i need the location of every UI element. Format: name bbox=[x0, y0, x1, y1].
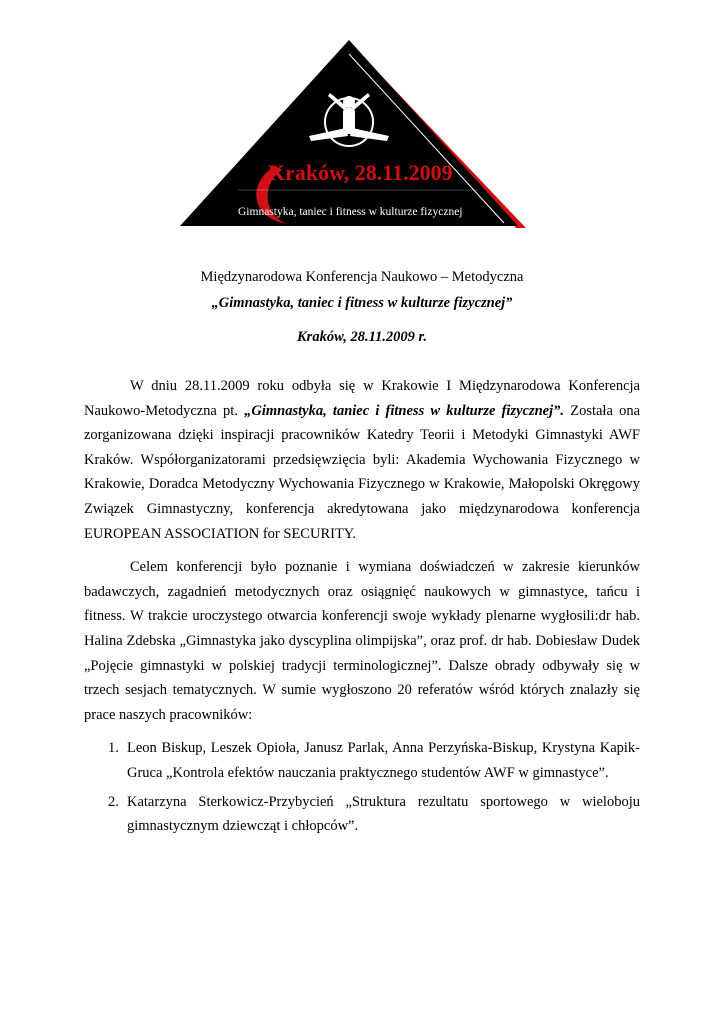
logo-city-date: Kraków, 28.11.2009 bbox=[268, 160, 453, 185]
list-item-number: 1. bbox=[108, 740, 119, 757]
conference-title-heading: „Gimnastyka, taniec i fitness w kulturze fizycznej” bbox=[211, 295, 513, 311]
conference-place-date: Kraków, 28.11.2009 r. bbox=[297, 329, 427, 345]
paragraph-1-start: W dniu 28.11.2009 roku odbyła się w Krakowie I Międzynarodowa Konferencja Naukowo-Metodyczna pt. bbox=[84, 378, 640, 419]
conference-logo bbox=[178, 40, 528, 230]
document-body bbox=[84, 374, 640, 843]
paragraph-1-title: „Gimnastyka, taniec i fitness w kulturze fizycznej”. bbox=[244, 402, 565, 419]
logo-triangle-graphic bbox=[178, 40, 528, 230]
list-item-text: Leon Biskup, Leszek Opioła, Janusz Parlak, Anna Perzyńska-Biskup, Krystyna Kapik-Gruca „Kontrola efektów nauczania praktycznego studentów AWF w gimnastyce”. bbox=[127, 740, 640, 781]
list-item-text: Katarzyna Sterkowicz-Przybycień „Struktura rezultatu sportowego w wieloboju gimnastycznym dziewcząt i chłopców”. bbox=[127, 793, 640, 835]
papers-list bbox=[84, 736, 640, 838]
conference-type-heading: Międzynarodowa Konferencja Naukowo – Metodyczna bbox=[200, 269, 524, 285]
list-item bbox=[84, 736, 640, 785]
list-item bbox=[84, 790, 640, 839]
paragraph-2: Celem konferencji było poznanie i wymiana doświadczeń w zakresie kierunków badawczych, zagadnień metodycznych oraz osiągnięć naukowych w gimnastyce, tańcu i fitness. W trakcie uroczystego otwarcia konferencji swoje wykłady plenarne wygłosili:dr hab. Halina Zdebska „Gimnastyka jako dyscyplina olimpijska”, oraz prof. dr hab. Dobiesław Dudek „Pojęcie gimnastyki w polskiej tradycji terminologicznej”. Dalsze obrady odbywały się w trzech sesjach tematycznych. W sumie wygłoszono 20 referatów wśród których znalazły się prace naszych pracowników: bbox=[84, 559, 640, 723]
logo-subtitle: Gimnastyka, taniec i fitness w kulturze fizycznej bbox=[238, 206, 463, 218]
paragraph-1 bbox=[84, 374, 640, 546]
list-item-number: 2. bbox=[108, 793, 119, 810]
paragraph-1-end: Została ona zorganizowana dzięki inspiracji pracowników Katedry Teorii i Metodyki Gimnastyki AWF Kraków. Współorganizatorami przedsięwzięcia byli: Akademia Wychowania Fizycznego w Krakowie, Doradca Metodyczny Wychowania Fizycznego w Krakowie, Małopolski Okręgowy Związek Gimnastyczny, konferencja akredytowana jako międzynarodowa konferencja EUROPEAN ASSOCIATION for SECURITY. bbox=[84, 402, 641, 542]
